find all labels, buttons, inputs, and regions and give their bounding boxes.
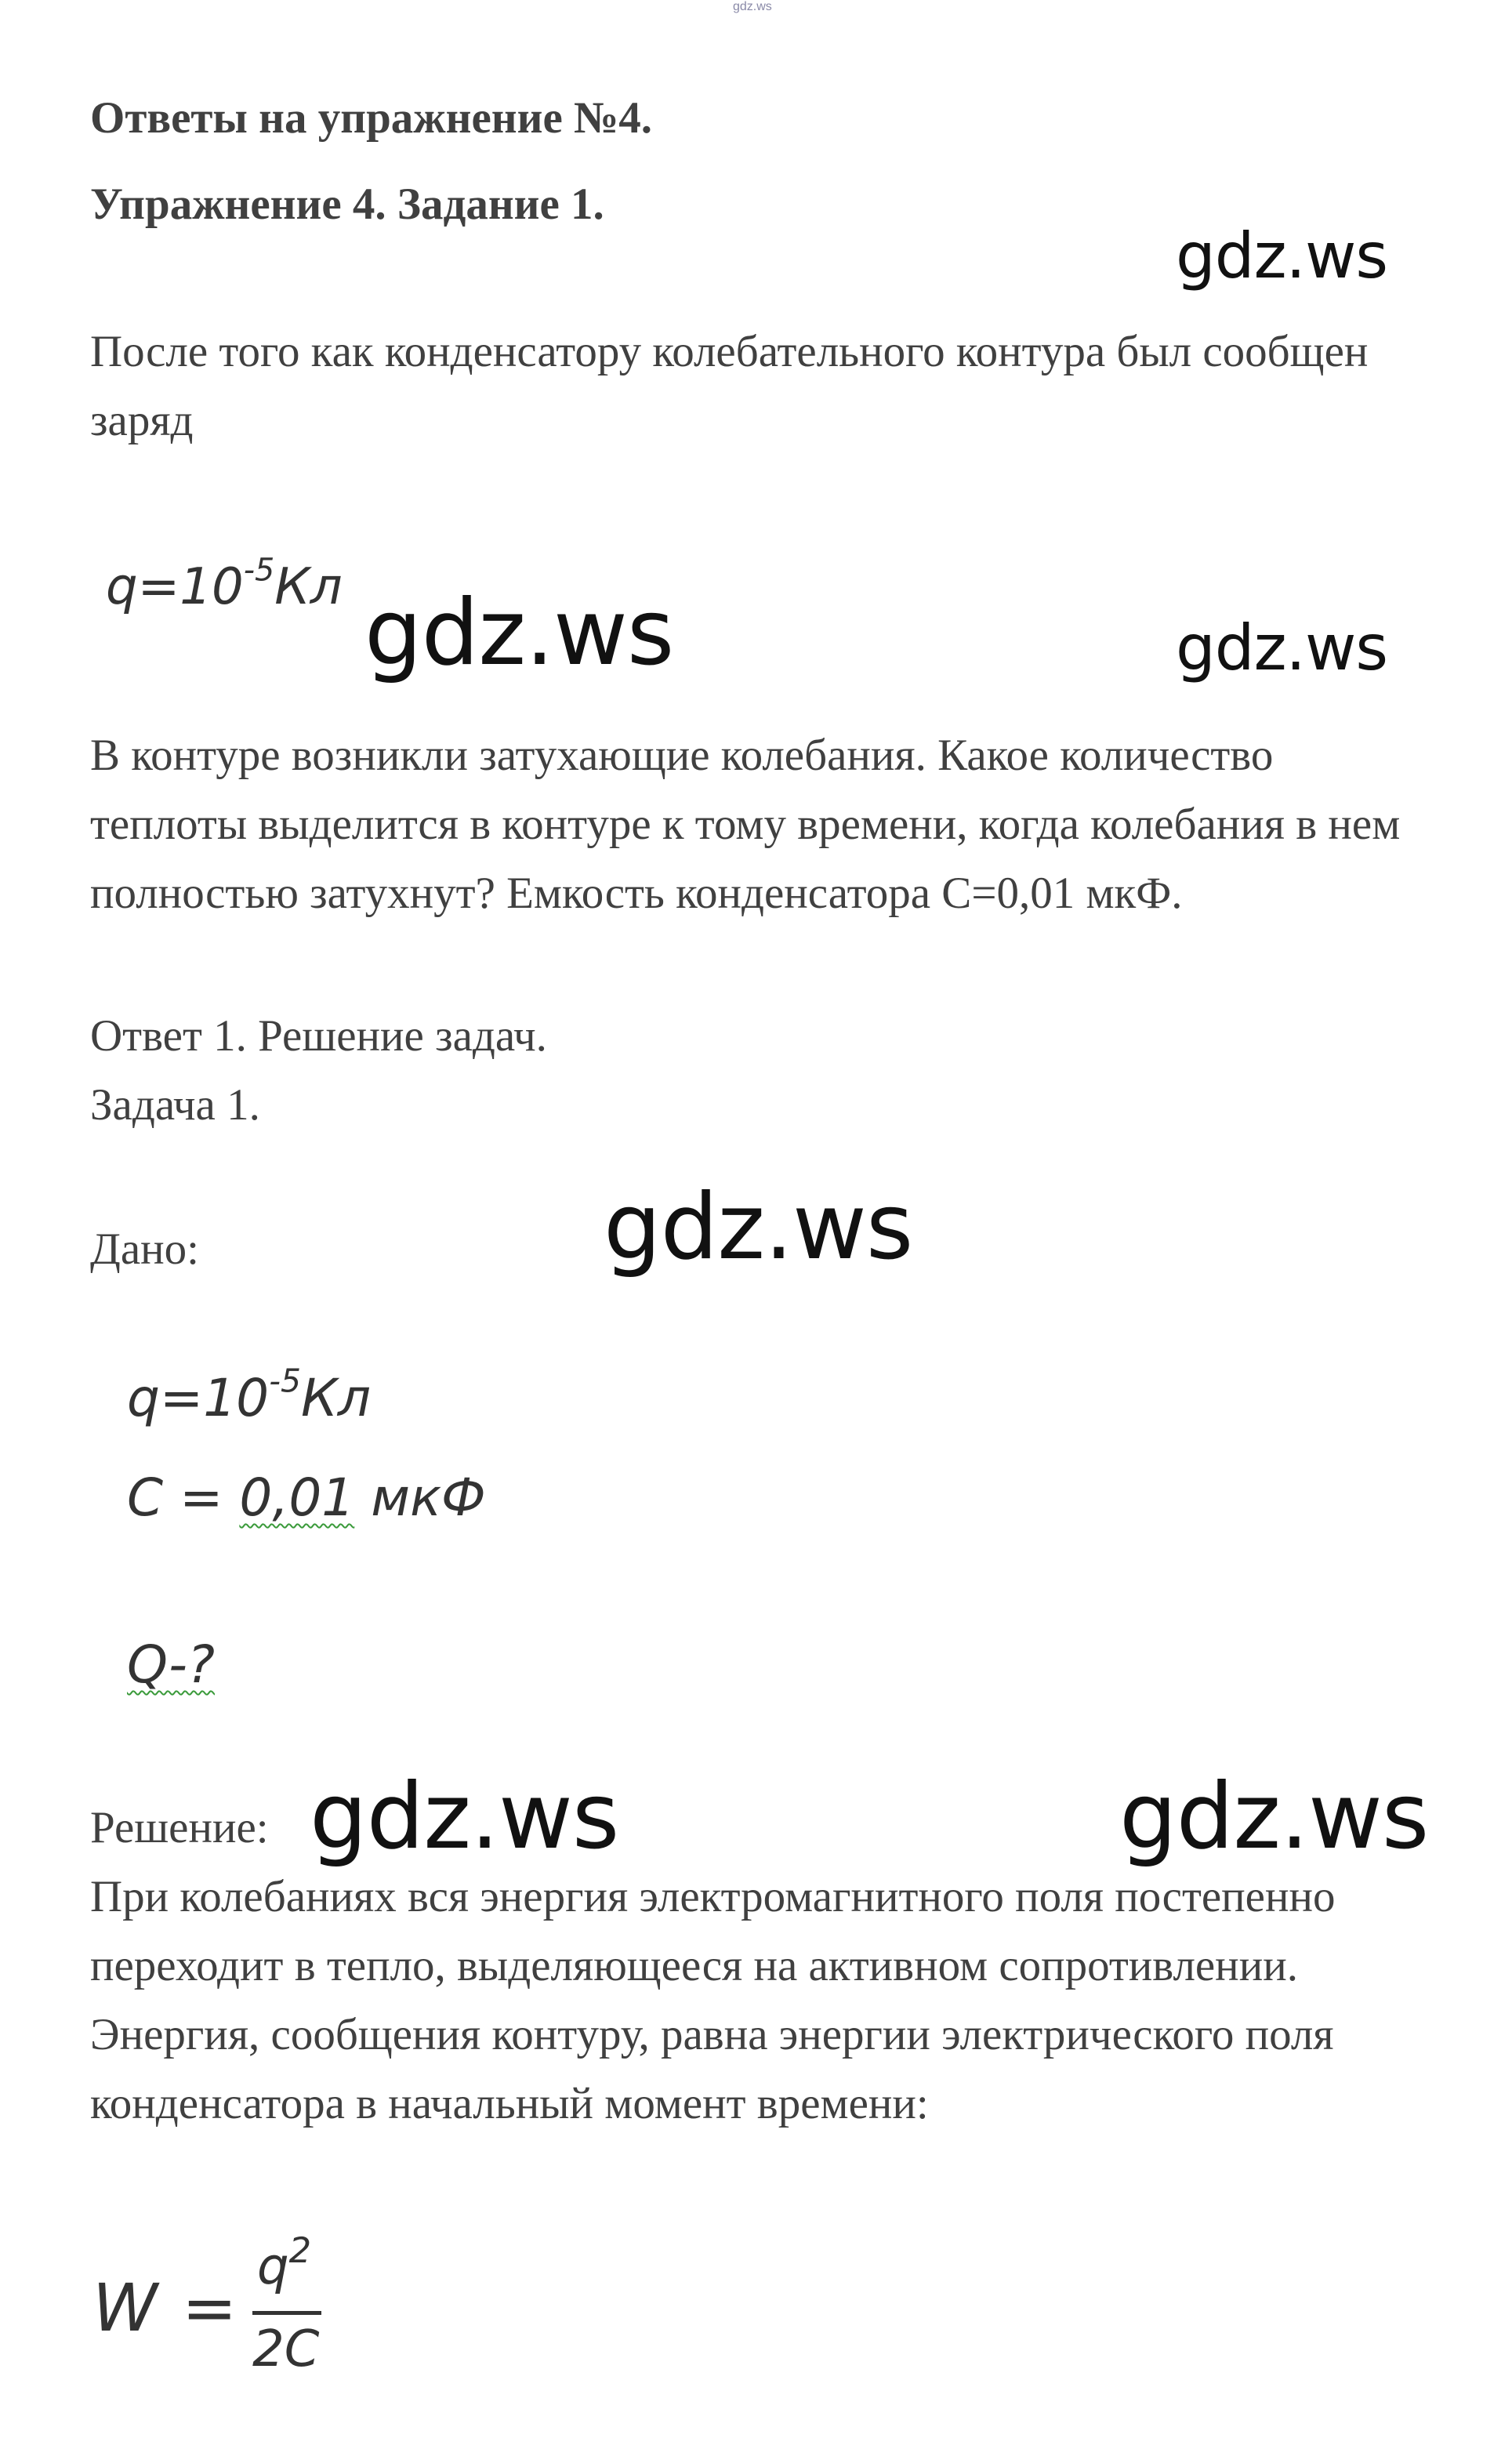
question-paragraph bbox=[90, 721, 1400, 928]
numerator-base: q bbox=[257, 2238, 289, 2296]
given-charge-base: q=10 bbox=[127, 1368, 270, 1428]
charge-formula bbox=[106, 552, 343, 616]
charge-unit: Кл bbox=[274, 558, 343, 616]
solution-label: Решение: bbox=[90, 1803, 269, 1852]
solution-line: переходит в тепло, выделяющееся на активном сопротивлении. bbox=[90, 1941, 1298, 1990]
given-label: Дано: bbox=[90, 1224, 200, 1274]
numerator-exponent: 2 bbox=[288, 2229, 312, 2272]
given-charge-unit: Кл bbox=[300, 1368, 372, 1428]
fraction-bar bbox=[252, 2311, 321, 2315]
unknown-quantity bbox=[127, 1634, 215, 1695]
solution-line: При колебаниях вся энергия электромагнитного поля постепенно bbox=[90, 1872, 1336, 1921]
solution-paragraph bbox=[90, 1863, 1336, 2139]
watermark-logo: gdz.ws bbox=[364, 580, 674, 686]
question-line: теплоты выделится в контуре к тому времени, когда колебания в нем bbox=[90, 800, 1401, 849]
given-capacitance bbox=[127, 1467, 486, 1528]
watermark-logo: gdz.ws bbox=[1176, 219, 1388, 292]
intro-line: заряд bbox=[90, 396, 194, 445]
equals-sign: = bbox=[182, 2269, 237, 2346]
solution-line: Энергия, сообщения контуру, равна энергии электрического поля bbox=[90, 2010, 1334, 2059]
watermark-logo: gdz.ws bbox=[1176, 611, 1388, 684]
intro-line: После того как конденсатору колебательного контура был сообщен bbox=[90, 327, 1369, 376]
answer-label: Ответ 1. Решение задач. bbox=[90, 1011, 547, 1061]
charge-base: q=10 bbox=[106, 558, 244, 616]
charge-exponent: -5 bbox=[243, 552, 275, 589]
intro-paragraph bbox=[90, 317, 1368, 455]
question-line: полностью затухнут? Емкость конденсатора С=0,01 мкФ. bbox=[90, 869, 1183, 918]
watermark-logo: gdz.ws bbox=[1119, 1764, 1429, 1870]
question-line: В контуре возникли затухающие колебания. Какое количество bbox=[90, 731, 1274, 780]
watermark-logo: gdz.ws bbox=[310, 1764, 619, 1870]
given-charge bbox=[127, 1362, 372, 1428]
exercise-title: Упражнение 4. Задание 1. bbox=[90, 180, 604, 229]
page-title: Ответы на упражнение №4. bbox=[90, 93, 653, 143]
fraction-denominator: 2C bbox=[252, 2320, 320, 2378]
capacitance-prefix: C = bbox=[127, 1467, 240, 1528]
watermark-logo: gdz.ws bbox=[604, 1174, 913, 1280]
unknown-value: Q-? bbox=[127, 1634, 216, 1695]
fraction-numerator bbox=[257, 2229, 312, 2296]
task-label: Задача 1. bbox=[90, 1080, 260, 1130]
given-charge-exponent: -5 bbox=[269, 1362, 301, 1400]
capacitance-unit: мкФ bbox=[354, 1467, 486, 1528]
energy-symbol: W bbox=[92, 2269, 158, 2346]
top-watermark: gdz.ws bbox=[733, 0, 772, 13]
solution-line: конденсатора в начальный момент времени: bbox=[90, 2079, 929, 2128]
capacitance-value: 0,01 bbox=[239, 1467, 355, 1528]
